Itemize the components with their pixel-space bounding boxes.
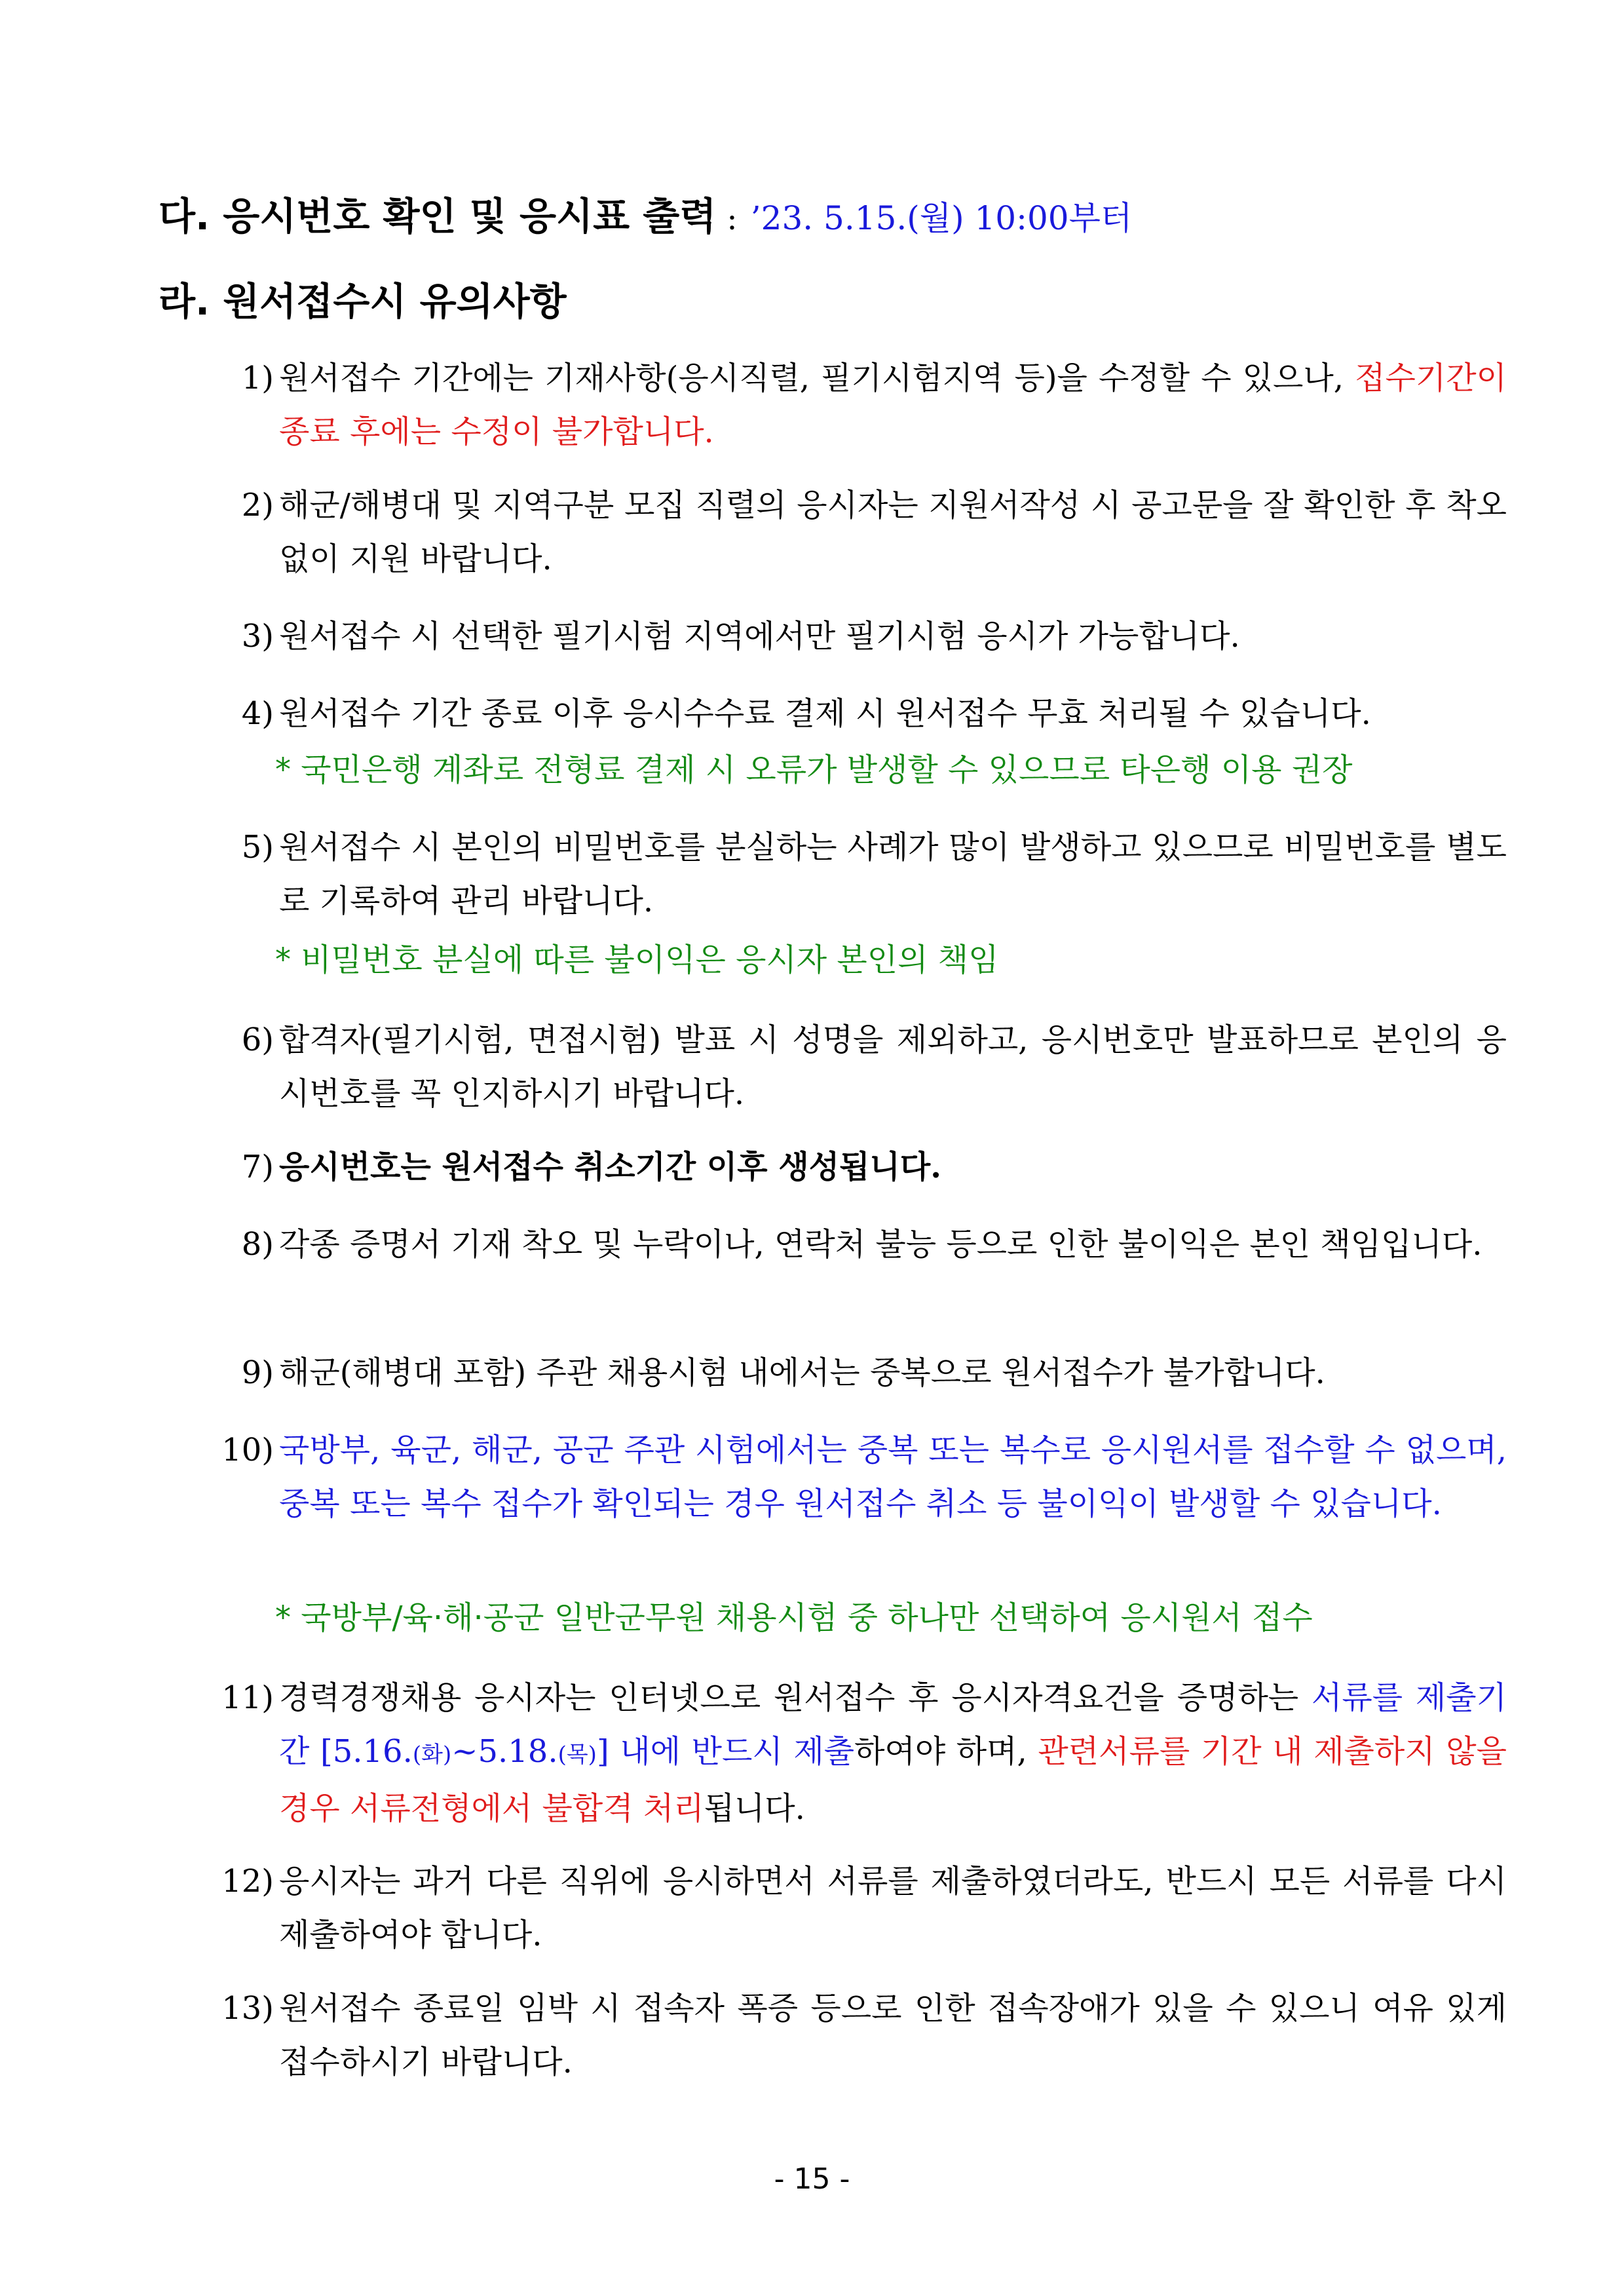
list-item — [197, 1854, 1507, 1962]
item-text-blue: ~5.18. — [451, 1733, 558, 1770]
item-text-part: 경력경쟁채용 응시자는 인터넷으로 원서접수 후 응시자격요건을 증명하는 — [279, 1679, 1299, 1716]
item-text: 원서접수 기간 종료 이후 응시수수료 결제 시 원서접수 무효 처리될 수 있습니다. — [279, 695, 1371, 732]
item-text: 원서접수 시 본인의 비밀번호를 분실하는 사례가 많이 발생하고 있으므로 비밀번호를 별도로 기록하여 관리 바랍니다. — [279, 829, 1507, 919]
list-item — [197, 1346, 1507, 1400]
item-text-red: 접수기간이 종료 후에는 수정이 불가합니다. — [279, 360, 1507, 450]
item-number: 10) — [221, 1432, 274, 1468]
item-note: * 비밀번호 분실에 따른 불이익은 응시자 본인의 책임 — [275, 942, 999, 978]
item-text-blue: ] 내에 반드시 제출 — [596, 1733, 855, 1770]
list-item — [197, 687, 1507, 740]
item-number: 11) — [221, 1679, 274, 1716]
item-number: 12) — [221, 1863, 274, 1900]
item-number: 1) — [241, 360, 274, 396]
item-text: 해군/해병대 및 지역구분 모집 직렬의 응시자는 지원서작성 시 공고문을 잘 확인한 후 착오 없이 지원 바랍니다. — [279, 487, 1507, 577]
item-text: 합격자(필기시험, 면접시험) 발표 시 성명을 제외하고, 응시번호만 발표하므로 본인의 응시번호를 꼭 인지하시기 바랍니다. — [279, 1022, 1507, 1112]
list-item — [197, 478, 1507, 586]
item-number: 9) — [241, 1354, 274, 1391]
list-item — [197, 820, 1507, 928]
list-item — [197, 609, 1507, 663]
item-text: 해군(해병대 포함) 주관 채용시험 내에서는 중복으로 원서접수가 불가합니다. — [279, 1354, 1325, 1391]
item-text — [279, 351, 1507, 459]
item-text: 원서접수 종료일 임박 시 접속자 폭증 등으로 인한 접속장애가 있을 수 있으니 여유 있게 접수하시기 바랍니다. — [279, 1990, 1507, 2080]
section-colon-d: : — [727, 201, 738, 237]
item-text: 응시자는 과거 다른 직위에 응시하면서 서류를 제출하였더라도, 반드시 모든 서류를 다시 제출하여야 합니다. — [279, 1863, 1507, 1953]
list-item — [197, 1013, 1507, 1120]
list-item — [197, 1423, 1507, 1531]
list-item — [197, 1981, 1507, 2089]
list-item — [197, 1140, 1507, 1194]
list-item — [197, 1217, 1507, 1271]
list-item — [197, 1671, 1507, 1835]
item-text-blue-small: (목) — [557, 1742, 597, 1768]
item-number: 7) — [241, 1149, 274, 1185]
item-text-part: 원서접수 기간에는 기재사항(응시직렬, 필기시험지역 등)을 수정할 수 있으나, — [279, 360, 1344, 396]
item-text: 응시번호는 원서접수 취소기간 이후 생성됩니다. — [279, 1149, 941, 1185]
item-text: 각종 증명서 기재 착오 및 누락이나, 연락처 불능 등으로 인한 불이익은 본인 책임입니다. — [279, 1226, 1482, 1263]
item-text-blue-small: (화) — [412, 1742, 452, 1768]
section-heading-e: 라. 원서접수시 유의사항 — [159, 279, 567, 324]
item-text: 원서접수 시 선택한 필기시험 지역에서만 필기시험 응시가 가능합니다. — [279, 618, 1240, 655]
item-text-red: 관련서류를 기간 내 제출하지 않을 경우 서류전형에서 불합격 처리 — [279, 1733, 1507, 1827]
item-text-part: 하여야 하며, — [854, 1733, 1038, 1770]
item-text — [279, 1671, 1507, 1835]
item-note: * 국민은행 계좌로 전형료 결제 시 오류가 발생할 수 있으므로 타은행 이용 권장 — [275, 752, 1353, 788]
item-text-part: 됩니다. — [704, 1790, 805, 1827]
item-note: * 국방부/육·해·공군 일반군무원 채용시험 중 하나만 선택하여 응시원서 접수 — [275, 1599, 1313, 1636]
item-number: 2) — [241, 487, 274, 524]
item-text-blue: 서류를 제출기간 [5.16. — [279, 1679, 1507, 1770]
item-number: 3) — [241, 618, 274, 655]
item-number: 4) — [241, 695, 274, 732]
list-item — [197, 351, 1507, 459]
section-date-d: ’23. 5.15.(월) 10:00부터 — [750, 199, 1133, 237]
page-number: - 15 - — [774, 2162, 850, 2196]
item-number: 6) — [241, 1022, 274, 1058]
section-title-d: 다. 응시번호 확인 및 응시표 출력 — [159, 194, 717, 239]
item-number: 13) — [221, 1990, 274, 2027]
item-text-blue: 국방부, 육군, 해군, 공군 주관 시험에서는 중복 또는 복수로 응시원서를 접수할 수 없으며, 중복 또는 복수 접수가 확인되는 경우 원서접수 취소 등 불이익이 발생할 수 있습니다. — [279, 1432, 1507, 1522]
item-number: 8) — [241, 1226, 274, 1263]
item-number: 5) — [241, 829, 274, 866]
section-heading-d — [159, 190, 1132, 245]
